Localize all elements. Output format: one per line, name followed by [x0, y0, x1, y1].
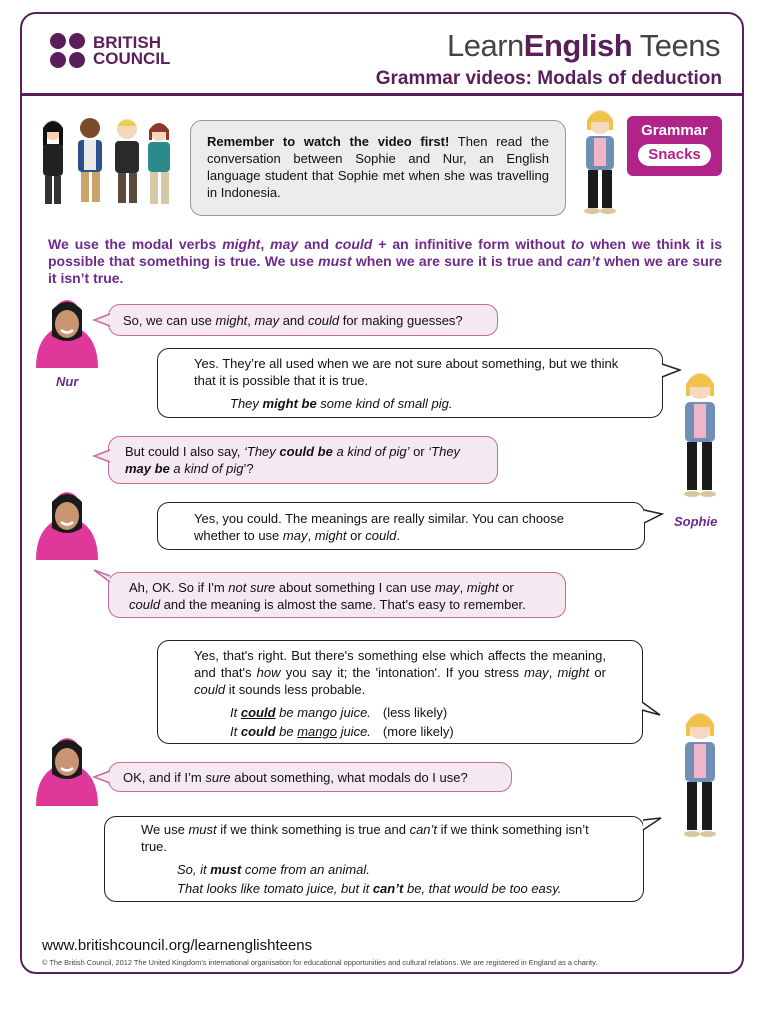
- nur-bubble-4-tail: [92, 769, 112, 785]
- nur-bubble-3: Ah, OK. So if I'm not sure about something I can use may, might or could and the meaning is almost the same. That's easy to remember.: [108, 572, 566, 618]
- nur-bubble-3-tail: [92, 568, 112, 586]
- nur-bubble-2: But could I also say, ‘They could be a kind of pig’ or ‘They may be a kind of pig’?: [108, 436, 498, 484]
- nur-avatar-2: [30, 490, 104, 560]
- lead-paragraph: We use the modal verbs might, may and could + an infinitive form without to when we think it is possible that something is true. We use must when we are sure it is true and can’t when we are sure it isn’t true.: [48, 236, 723, 286]
- nur-bubble-1: So, we can use might, may and could for making guesses?: [108, 304, 498, 336]
- sophie-name-label: Sophie: [674, 514, 718, 529]
- british-council-logo: [50, 33, 170, 68]
- grammar-snacks-badge: [627, 116, 722, 176]
- sophie-avatar-2: [672, 366, 728, 500]
- sophie-bubble-2-tail: [642, 508, 664, 526]
- nur-name-label: Nur: [56, 374, 79, 389]
- badge-line-1: Grammar: [641, 122, 708, 139]
- sophie-bubble-3: Yes, that's right. But there's something else which affects the meaning, and that's how you say it; the 'intonation'. If you stress may, might or could it sounds less probable. It could be mango juice. (less likely) It could be mango juice. (more likely): [157, 640, 643, 744]
- nur-bubble-1-tail: [92, 312, 112, 328]
- sophie-bubble-4-tail: [641, 816, 663, 834]
- logo-line-2: COUNCIL: [93, 48, 171, 68]
- intro-bubble: Remember to watch the video first! Then read the conversation between Sophie and Nur, an English language student that Sophie met when she was travelling in Indonesia.: [190, 120, 566, 216]
- sophie-bubble-2: Yes, you could. The meanings are really similar. You can choose whether to use may, might or could.: [157, 502, 645, 550]
- sophie-avatar-3: [672, 706, 728, 840]
- nur-bubble-2-tail: [92, 448, 112, 464]
- nur-avatar-1: [30, 298, 104, 368]
- header-rule: [22, 93, 744, 96]
- sophie-bubble-4: We use must if we think something is true and can’t if we think something isn’t true. So, it must come from an animal. That looks like tomato juice, but it can’t be, that would be too easy.: [104, 816, 644, 902]
- logo-line-1: BRITISH: [93, 32, 161, 52]
- sheet-title: Grammar videos: Modals of deduction: [375, 68, 722, 89]
- footer-url[interactable]: www.britishcouncil.org/learnenglishteens: [42, 937, 313, 954]
- badge-line-2: Snacks: [638, 144, 711, 166]
- sophie-bubble-1-tail: [660, 362, 682, 380]
- logo-dots-icon: [50, 33, 85, 68]
- nur-bubble-4: OK, and if I’m sure about something, what modals do I use?: [108, 762, 512, 792]
- brand-title: LearnEnglish Teens: [446, 28, 720, 63]
- footer-copyright: © The British Council, 2012 The United Kingdom’s international organisation for educational opportunities and cultural relations. We are registered in England as a charity.: [42, 958, 598, 967]
- sophie-bubble-3-tail: [640, 700, 662, 718]
- sophie-avatar-top: [574, 104, 626, 216]
- teen-group-illustration: [38, 114, 178, 212]
- sophie-bubble-1: Yes. They’re all used when we are not sure about something, but we think that it is possible that it is true. They might be some kind of small pig.: [157, 348, 663, 418]
